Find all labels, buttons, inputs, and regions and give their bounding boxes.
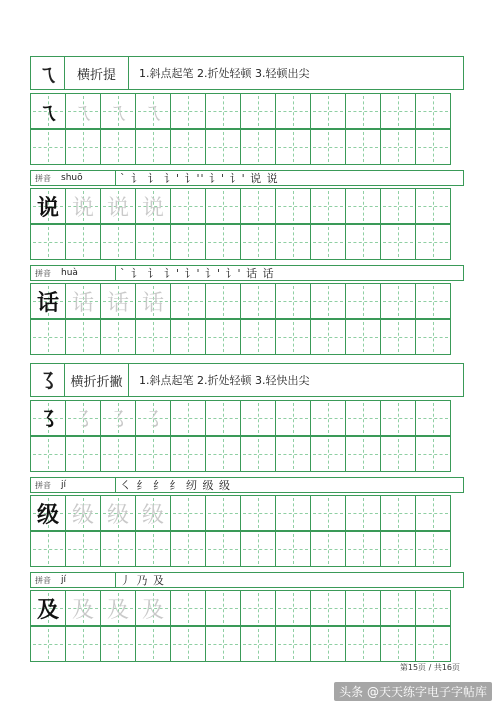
practice-cell[interactable] xyxy=(65,129,101,165)
stroke-order: ㇛ 纟 纟 纟 纫 级 级 xyxy=(115,478,231,492)
practice-cell[interactable] xyxy=(205,590,241,626)
section-gap xyxy=(30,355,464,363)
practice-cell[interactable] xyxy=(240,283,276,319)
char-practice-grid xyxy=(30,188,464,260)
pinyin-bar xyxy=(30,170,464,186)
practice-cell[interactable] xyxy=(345,129,381,165)
practice-cell[interactable] xyxy=(65,590,101,626)
stroke-name: 横折折撇 xyxy=(65,364,129,396)
practice-cell[interactable] xyxy=(240,590,276,626)
practice-cell[interactable] xyxy=(310,129,346,165)
cell-glyph: 级 xyxy=(36,501,59,528)
practice-cell[interactable] xyxy=(205,436,241,472)
practice-cell[interactable] xyxy=(415,590,451,626)
practice-cell[interactable] xyxy=(170,224,206,260)
practice-cell[interactable] xyxy=(380,319,416,355)
blank-row xyxy=(30,319,464,355)
pinyin-bar xyxy=(30,572,464,588)
practice-row xyxy=(30,93,464,129)
practice-cell[interactable] xyxy=(345,495,381,531)
cell-glyph: 说 xyxy=(141,195,164,221)
cell-glyph: 说 xyxy=(71,195,94,221)
practice-cell[interactable] xyxy=(170,400,206,436)
stroke-practice-grid xyxy=(30,400,464,472)
practice-cell[interactable] xyxy=(205,129,241,165)
practice-cell[interactable] xyxy=(275,400,311,436)
practice-cell[interactable] xyxy=(65,224,101,260)
practice-cell[interactable] xyxy=(100,495,136,531)
practice-cell[interactable] xyxy=(345,188,381,224)
cell-glyph: 级 xyxy=(106,502,129,528)
practice-cell[interactable] xyxy=(65,283,101,319)
cell-glyph: ㄟ xyxy=(141,100,164,126)
cell-glyph: 说 xyxy=(106,195,129,221)
blank-row xyxy=(30,531,464,567)
practice-cell[interactable] xyxy=(310,93,346,129)
cell-glyph: 话 xyxy=(36,289,59,316)
practice-cell[interactable] xyxy=(345,436,381,472)
practice-cell[interactable] xyxy=(415,400,451,436)
practice-cell[interactable] xyxy=(415,224,451,260)
practice-cell[interactable] xyxy=(240,495,276,531)
practice-cell[interactable] xyxy=(205,188,241,224)
practice-cell[interactable] xyxy=(205,93,241,129)
cell-glyph: ㇌ xyxy=(106,407,129,433)
practice-cell[interactable] xyxy=(30,436,66,472)
practice-cell[interactable] xyxy=(65,319,101,355)
practice-cell[interactable] xyxy=(170,129,206,165)
practice-cell[interactable] xyxy=(170,283,206,319)
practice-cell[interactable] xyxy=(30,319,66,355)
practice-cell[interactable] xyxy=(135,531,171,567)
stroke-order: ` 讠 讠 讠' 讠'' 讠' 讠' 说 说 xyxy=(115,171,279,185)
practice-cell[interactable] xyxy=(135,283,171,319)
practice-cell[interactable] xyxy=(415,283,451,319)
practice-cell[interactable] xyxy=(135,93,171,129)
practice-cell[interactable] xyxy=(135,400,171,436)
practice-cell[interactable] xyxy=(135,188,171,224)
pinyin-label: 拼音 xyxy=(35,480,51,490)
practice-cell[interactable] xyxy=(275,283,311,319)
practice-cell[interactable] xyxy=(100,319,136,355)
cell-glyph: ㇌ xyxy=(71,407,94,433)
blank-row xyxy=(30,436,464,472)
practice-cell[interactable] xyxy=(380,590,416,626)
practice-cell[interactable] xyxy=(415,495,451,531)
model-cell[interactable] xyxy=(30,188,66,224)
practice-cell[interactable] xyxy=(170,188,206,224)
pinyin-label: 拼音 xyxy=(35,173,51,183)
practice-cell[interactable] xyxy=(415,436,451,472)
practice-cell[interactable] xyxy=(275,93,311,129)
practice-cell[interactable] xyxy=(170,531,206,567)
practice-row xyxy=(30,400,464,436)
stroke-name: 横折提 xyxy=(65,57,129,89)
practice-cell[interactable] xyxy=(380,283,416,319)
practice-cell[interactable] xyxy=(275,590,311,626)
cell-glyph: 及 xyxy=(71,597,94,623)
practice-cell[interactable] xyxy=(310,283,346,319)
practice-row xyxy=(30,590,464,626)
watermark: 头条 @天天练字电子字帖库 xyxy=(334,682,492,701)
practice-cell[interactable] xyxy=(170,590,206,626)
practice-cell[interactable] xyxy=(100,224,136,260)
pinyin-text: jí xyxy=(61,480,67,490)
cell-glyph: ㄟ xyxy=(106,100,129,126)
practice-cell[interactable] xyxy=(345,626,381,662)
practice-cell[interactable] xyxy=(170,319,206,355)
practice-cell[interactable] xyxy=(65,436,101,472)
practice-cell[interactable] xyxy=(100,590,136,626)
stroke-tips: 1.斜点起笔 2.折处轻顿 3.轻快出尖 xyxy=(139,374,310,387)
practice-cell[interactable] xyxy=(240,319,276,355)
practice-cell[interactable] xyxy=(275,319,311,355)
practice-cell[interactable] xyxy=(65,495,101,531)
practice-cell[interactable] xyxy=(415,626,451,662)
practice-cell[interactable] xyxy=(65,400,101,436)
blank-row xyxy=(30,224,464,260)
cell-glyph: ㇌ xyxy=(141,407,164,433)
practice-cell[interactable] xyxy=(380,495,416,531)
page-number: 第15页 / 共16页 xyxy=(399,663,460,672)
practice-cell[interactable] xyxy=(415,319,451,355)
cell-glyph: 话 xyxy=(141,290,164,316)
practice-cell[interactable] xyxy=(135,590,171,626)
practice-cell[interactable] xyxy=(205,400,241,436)
practice-cell[interactable] xyxy=(65,188,101,224)
practice-cell[interactable] xyxy=(345,590,381,626)
practice-cell[interactable] xyxy=(135,129,171,165)
practice-cell[interactable] xyxy=(380,436,416,472)
practice-cell[interactable] xyxy=(310,590,346,626)
stroke-header xyxy=(30,56,464,90)
cell-glyph: 话 xyxy=(106,290,129,316)
practice-cell[interactable] xyxy=(275,224,311,260)
blank-row xyxy=(30,129,464,165)
practice-cell[interactable] xyxy=(65,531,101,567)
pinyin-text: jí xyxy=(61,575,67,585)
practice-cell[interactable] xyxy=(170,626,206,662)
practice-cell[interactable] xyxy=(310,224,346,260)
practice-cell[interactable] xyxy=(100,436,136,472)
pinyin-label: 拼音 xyxy=(35,268,51,278)
practice-cell[interactable] xyxy=(135,626,171,662)
practice-cell[interactable] xyxy=(205,283,241,319)
practice-cell[interactable] xyxy=(135,319,171,355)
practice-cell[interactable] xyxy=(205,626,241,662)
practice-cell[interactable] xyxy=(135,495,171,531)
practice-cell[interactable] xyxy=(380,129,416,165)
cell-glyph: 及 xyxy=(106,597,129,623)
practice-cell[interactable] xyxy=(275,188,311,224)
practice-cell[interactable] xyxy=(100,531,136,567)
stroke-glyph: ㇌ xyxy=(31,364,65,396)
stroke-practice-grid xyxy=(30,93,464,165)
stroke-header xyxy=(30,363,464,397)
practice-cell[interactable] xyxy=(205,495,241,531)
cell-glyph: 级 xyxy=(71,502,94,528)
stroke-glyph: ㄟ xyxy=(31,57,65,89)
practice-cell[interactable] xyxy=(345,400,381,436)
practice-row xyxy=(30,283,464,319)
practice-row xyxy=(30,495,464,531)
practice-cell[interactable] xyxy=(310,626,346,662)
practice-cell[interactable] xyxy=(65,93,101,129)
worksheet xyxy=(30,56,464,662)
practice-cell[interactable] xyxy=(30,129,66,165)
practice-cell[interactable] xyxy=(170,495,206,531)
practice-cell[interactable] xyxy=(240,188,276,224)
practice-cell[interactable] xyxy=(345,224,381,260)
pinyin-bar xyxy=(30,477,464,493)
practice-cell[interactable] xyxy=(415,129,451,165)
char-practice-grid xyxy=(30,495,464,567)
practice-cell[interactable] xyxy=(100,283,136,319)
cell-glyph: 及 xyxy=(141,597,164,623)
practice-cell[interactable] xyxy=(415,531,451,567)
practice-cell[interactable] xyxy=(30,531,66,567)
practice-cell[interactable] xyxy=(240,626,276,662)
cell-glyph: 及 xyxy=(36,596,59,623)
char-practice-grid xyxy=(30,283,464,355)
practice-cell[interactable] xyxy=(380,531,416,567)
practice-cell[interactable] xyxy=(310,188,346,224)
practice-cell[interactable] xyxy=(380,224,416,260)
practice-cell[interactable] xyxy=(310,495,346,531)
practice-cell[interactable] xyxy=(380,93,416,129)
model-cell[interactable] xyxy=(30,495,66,531)
practice-cell[interactable] xyxy=(30,626,66,662)
cell-glyph: 话 xyxy=(71,290,94,316)
stroke-tips: 1.斜点起笔 2.折处轻顿 3.轻顿出尖 xyxy=(139,67,310,80)
cell-glyph: ㄟ xyxy=(71,100,94,126)
blank-row xyxy=(30,626,464,662)
practice-cell[interactable] xyxy=(240,129,276,165)
practice-cell[interactable] xyxy=(240,224,276,260)
practice-cell[interactable] xyxy=(135,224,171,260)
stroke-order: ` 讠 讠 讠' 讠' 讠' 讠' 话 话 xyxy=(115,266,275,280)
practice-cell[interactable] xyxy=(65,626,101,662)
cell-glyph: 说 xyxy=(36,194,59,221)
stroke-order: 丿 乃 及 xyxy=(115,573,165,587)
practice-cell[interactable] xyxy=(135,436,171,472)
practice-cell[interactable] xyxy=(345,93,381,129)
model-cell[interactable] xyxy=(30,590,66,626)
practice-cell[interactable] xyxy=(170,93,206,129)
practice-cell[interactable] xyxy=(275,626,311,662)
practice-cell[interactable] xyxy=(100,188,136,224)
practice-cell[interactable] xyxy=(100,626,136,662)
practice-cell[interactable] xyxy=(380,188,416,224)
practice-cell[interactable] xyxy=(415,93,451,129)
practice-cell[interactable] xyxy=(240,436,276,472)
cell-glyph: ㇌ xyxy=(36,406,59,433)
practice-cell[interactable] xyxy=(100,400,136,436)
practice-cell[interactable] xyxy=(100,93,136,129)
practice-cell[interactable] xyxy=(275,531,311,567)
char-practice-grid xyxy=(30,590,464,662)
practice-cell[interactable] xyxy=(345,319,381,355)
practice-cell[interactable] xyxy=(30,224,66,260)
practice-cell[interactable] xyxy=(275,129,311,165)
pinyin-bar xyxy=(30,265,464,281)
practice-cell[interactable] xyxy=(205,531,241,567)
practice-cell[interactable] xyxy=(205,224,241,260)
model-cell[interactable] xyxy=(30,400,66,436)
practice-cell[interactable] xyxy=(345,531,381,567)
practice-cell[interactable] xyxy=(380,400,416,436)
practice-cell[interactable] xyxy=(240,531,276,567)
practice-cell[interactable] xyxy=(275,495,311,531)
practice-cell[interactable] xyxy=(310,400,346,436)
pinyin-label: 拼音 xyxy=(35,575,51,585)
practice-cell[interactable] xyxy=(415,188,451,224)
practice-cell[interactable] xyxy=(205,319,241,355)
practice-row xyxy=(30,188,464,224)
pinyin-text: huà xyxy=(61,268,78,278)
model-cell[interactable] xyxy=(30,283,66,319)
practice-cell[interactable] xyxy=(310,436,346,472)
model-cell[interactable] xyxy=(30,93,66,129)
practice-cell[interactable] xyxy=(310,531,346,567)
practice-cell[interactable] xyxy=(240,93,276,129)
practice-cell[interactable] xyxy=(345,283,381,319)
cell-glyph: 级 xyxy=(141,502,164,528)
practice-cell[interactable] xyxy=(170,436,206,472)
practice-cell[interactable] xyxy=(310,319,346,355)
practice-cell[interactable] xyxy=(380,626,416,662)
practice-cell[interactable] xyxy=(240,400,276,436)
cell-glyph: ㄟ xyxy=(36,99,59,126)
pinyin-text: shuō xyxy=(61,173,83,183)
practice-cell[interactable] xyxy=(275,436,311,472)
practice-cell[interactable] xyxy=(100,129,136,165)
